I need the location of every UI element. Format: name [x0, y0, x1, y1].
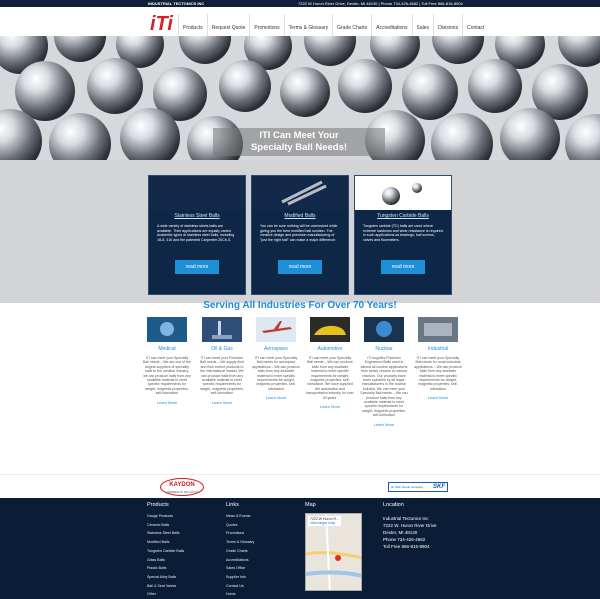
site-header — [0, 7, 600, 36]
industry-label[interactable]: Oil & Gas — [211, 346, 233, 352]
nav-products[interactable]: Products — [178, 14, 207, 43]
industry-text: ITI can meet your Specialty Ball needs for most industrial applications – We can produce balls from any available material to meet specific requirements for weight, magnetic properties, self-lubrication — [414, 356, 462, 391]
kaydon-logo[interactable] — [160, 478, 204, 496]
automotive-image — [310, 317, 350, 342]
nav-grade-charts[interactable]: Grade Charts — [332, 14, 371, 43]
oil-gas-image — [202, 317, 242, 342]
footer-link[interactable]: Stainless Steel Balls — [147, 531, 180, 536]
industry-text: ITI can meet your Specialty Ball needs – We can produce balls from any available material to meet specific requirements for weight, magnetic properties, self-lubrication. We have supplied the automotive and transportation industry for over 50 years. — [306, 356, 354, 400]
footer-link[interactable]: Special Alloy Balls — [147, 574, 177, 579]
map-place-label — [308, 516, 341, 526]
industry-text: ITI can meet your Specialty Ball needs for aerospace applications – We can produce balls from any available material to meet specific requirements for weight, magnetic properties, self-lubrication — [252, 356, 300, 391]
industrial-image — [418, 317, 458, 342]
medical-image — [147, 317, 187, 342]
kaydon-name: KAYDON — [169, 482, 195, 488]
modified-balls-image — [252, 176, 348, 210]
industry-label[interactable]: Medical — [158, 346, 176, 352]
footer-link[interactable]: Accreditations — [226, 557, 249, 562]
logo-text: iTi — [150, 13, 173, 33]
learn-more-link[interactable]: Learn More — [319, 404, 341, 410]
location-line: Phone 734-426-4682 — [383, 537, 426, 542]
footer-link[interactable]: Supplier Info — [226, 574, 247, 579]
nav-contact[interactable]: Contact — [462, 14, 488, 43]
industry-aerospace — [252, 317, 300, 401]
learn-more-link[interactable]: Learn More — [156, 399, 178, 405]
nav-sales[interactable]: Sales — [412, 14, 434, 43]
footer-link[interactable]: Sales Office — [226, 566, 246, 571]
stainless-balls-image — [149, 176, 245, 210]
nav-divisions[interactable]: Divisions — [433, 14, 462, 43]
nav-terms-glossary[interactable]: Terms & Glossary — [284, 14, 332, 43]
footer-link[interactable]: Glass Balls — [147, 557, 165, 562]
industry-nuclear — [360, 317, 408, 427]
industry-medical — [143, 317, 191, 405]
card-body: A wide variety of stainless steels balls are available. Their applications are equally varied. Austenitic types of stainless steel balls, including 18-8, 316 and the patented Carpenter 20Cb-3. — [157, 224, 235, 242]
footer-map-column — [305, 502, 316, 512]
footer-location-column — [383, 502, 404, 512]
footer-link[interactable]: Home — [226, 592, 236, 597]
footer-link[interactable]: Terms & Glossary — [226, 540, 255, 545]
location-line: Toll Free 866-816-8904 — [383, 544, 430, 549]
read-more-button[interactable]: read more — [278, 260, 322, 274]
footer-link[interactable]: Gauge Products — [147, 514, 173, 518]
aerospace-image — [256, 317, 296, 342]
card-body: You can be sure nothing will be overlooked while giving you the best modified ball solution. The creative design and precision manufacturing of "just the right ball" can make a major difference. — [260, 224, 338, 242]
contact-line: 7222 W Huron River Drive, Dexter, MI 48130 | Phone 734-426-4682 | Toll Free 866-816-8904 — [298, 1, 463, 6]
view-larger-map-link[interactable]: View larger map — [310, 521, 336, 525]
footer-products-title: Products — [147, 502, 169, 508]
nav-request-quote[interactable]: Request Quote — [207, 14, 250, 43]
industry-label[interactable]: Industrial — [427, 346, 449, 352]
card-title[interactable]: Stainless Steel Balls — [174, 213, 220, 219]
card-modified-balls — [251, 175, 349, 295]
card-stainless-steel — [148, 175, 246, 295]
footer-links-title: Links — [226, 502, 239, 508]
site-footer — [0, 498, 600, 599]
industry-label[interactable]: Aerospace — [264, 346, 288, 352]
read-more-button[interactable]: read more — [381, 260, 425, 274]
location-line: Industrial Tectonics Inc — [383, 516, 429, 521]
industry-label[interactable]: Nuclear — [375, 346, 393, 352]
learn-more-link[interactable]: Learn More — [211, 399, 233, 405]
card-body: Tungsten carbide (TC) balls are used where extreme hardness and wear resistance is required, in such applications as bearings, ball screws, valves and flowmeters. — [363, 224, 444, 242]
hero-title: ITI Can Meet Your Specialty Ball Needs! — [213, 128, 385, 156]
footer-link[interactable]: Contact Us — [226, 583, 244, 588]
footer-location-title: Location — [383, 502, 404, 508]
skf-tagline: an SKF Group company — [391, 485, 424, 489]
footer-map-title: Map — [305, 502, 316, 508]
footer-links — [226, 502, 254, 599]
learn-more-link[interactable]: Learn More — [373, 421, 395, 427]
footer-link[interactable]: Modified Balls — [147, 540, 170, 545]
location-line: Dexter, MI 48130 — [383, 530, 418, 535]
skf-name: SKF — [433, 484, 445, 490]
map-place-name: 7222 W Huron R... — [310, 517, 339, 521]
nav-accreditations[interactable]: Accreditations — [371, 14, 411, 43]
footer-link[interactable]: Ball & Seat Valves — [147, 583, 177, 588]
industry-text: ITI supplies Precision Engineered Balls used in almost all nuclear applications from heavy vessels to nuclear reactors. Our products have been specified by all major manufacturers in the nuclear industry. We can meet your Specialty Ball needs – We can produce balls from any available material to meet specific requirements for weight, magnetic properties, self-lubrication — [360, 356, 408, 418]
top-info-bar — [0, 0, 600, 7]
industry-label[interactable]: Automotive — [317, 346, 343, 352]
industry-text: ITI can meet your Specialty Ball needs – We are one of the largest suppliers of specialty balls to the medical industry, we can produce balls from any available material to meet specific requirements for weight, magnetic properties, self-lubrication — [143, 356, 191, 396]
footer-link[interactable]: Ceramic Balls — [147, 522, 170, 527]
card-title[interactable]: Tungsten Carbide Balls — [377, 213, 429, 219]
company-name: INDUSTRIAL TECTONICS INC — [148, 1, 205, 6]
kaydon-subtitle: A MEMBER OF SKF GROUP — [164, 491, 199, 494]
industry-industrial — [414, 317, 462, 401]
industry-oil-gas — [202, 317, 242, 405]
footer-products — [147, 502, 184, 599]
card-title[interactable]: Modified Balls — [284, 213, 316, 219]
read-more-button[interactable]: read more — [175, 260, 219, 274]
footer-link[interactable]: Promotions — [226, 531, 245, 536]
location-line: 7222 W. Huron River Drive — [383, 523, 437, 528]
footer-link[interactable]: News & Events — [226, 514, 251, 518]
nav-promotions[interactable]: Promotions — [249, 14, 283, 43]
partners-bar — [0, 474, 600, 498]
nuclear-image — [364, 317, 404, 342]
industry-automotive — [306, 317, 354, 410]
tungsten-balls-image — [355, 176, 451, 210]
embedded-map[interactable] — [305, 513, 362, 591]
footer-link[interactable]: Tungsten Carbide Balls — [147, 548, 185, 553]
map-pin-icon — [335, 555, 341, 561]
footer-link[interactable]: Other — [147, 592, 156, 597]
skf-logo[interactable] — [388, 482, 448, 492]
learn-more-link[interactable]: Learn More — [265, 395, 287, 401]
footer-link[interactable]: Plastic Balls — [147, 566, 167, 571]
learn-more-link[interactable]: Learn More — [427, 395, 449, 401]
card-tungsten-carbide — [354, 175, 452, 295]
footer-link[interactable]: Quotes — [226, 522, 238, 527]
industry-text: ITI can meet your Precision Ball needs – We supply fluid and flow control products to the international market. We can produce balls from any available material to meet specific requirements for weight, magnetic properties, self-lubrication — [200, 356, 244, 396]
footer-link[interactable]: Grade Charts — [226, 548, 248, 553]
footer-location — [383, 515, 437, 550]
industries-heading: Serving All Industries For Over 70 Years! — [203, 300, 397, 311]
